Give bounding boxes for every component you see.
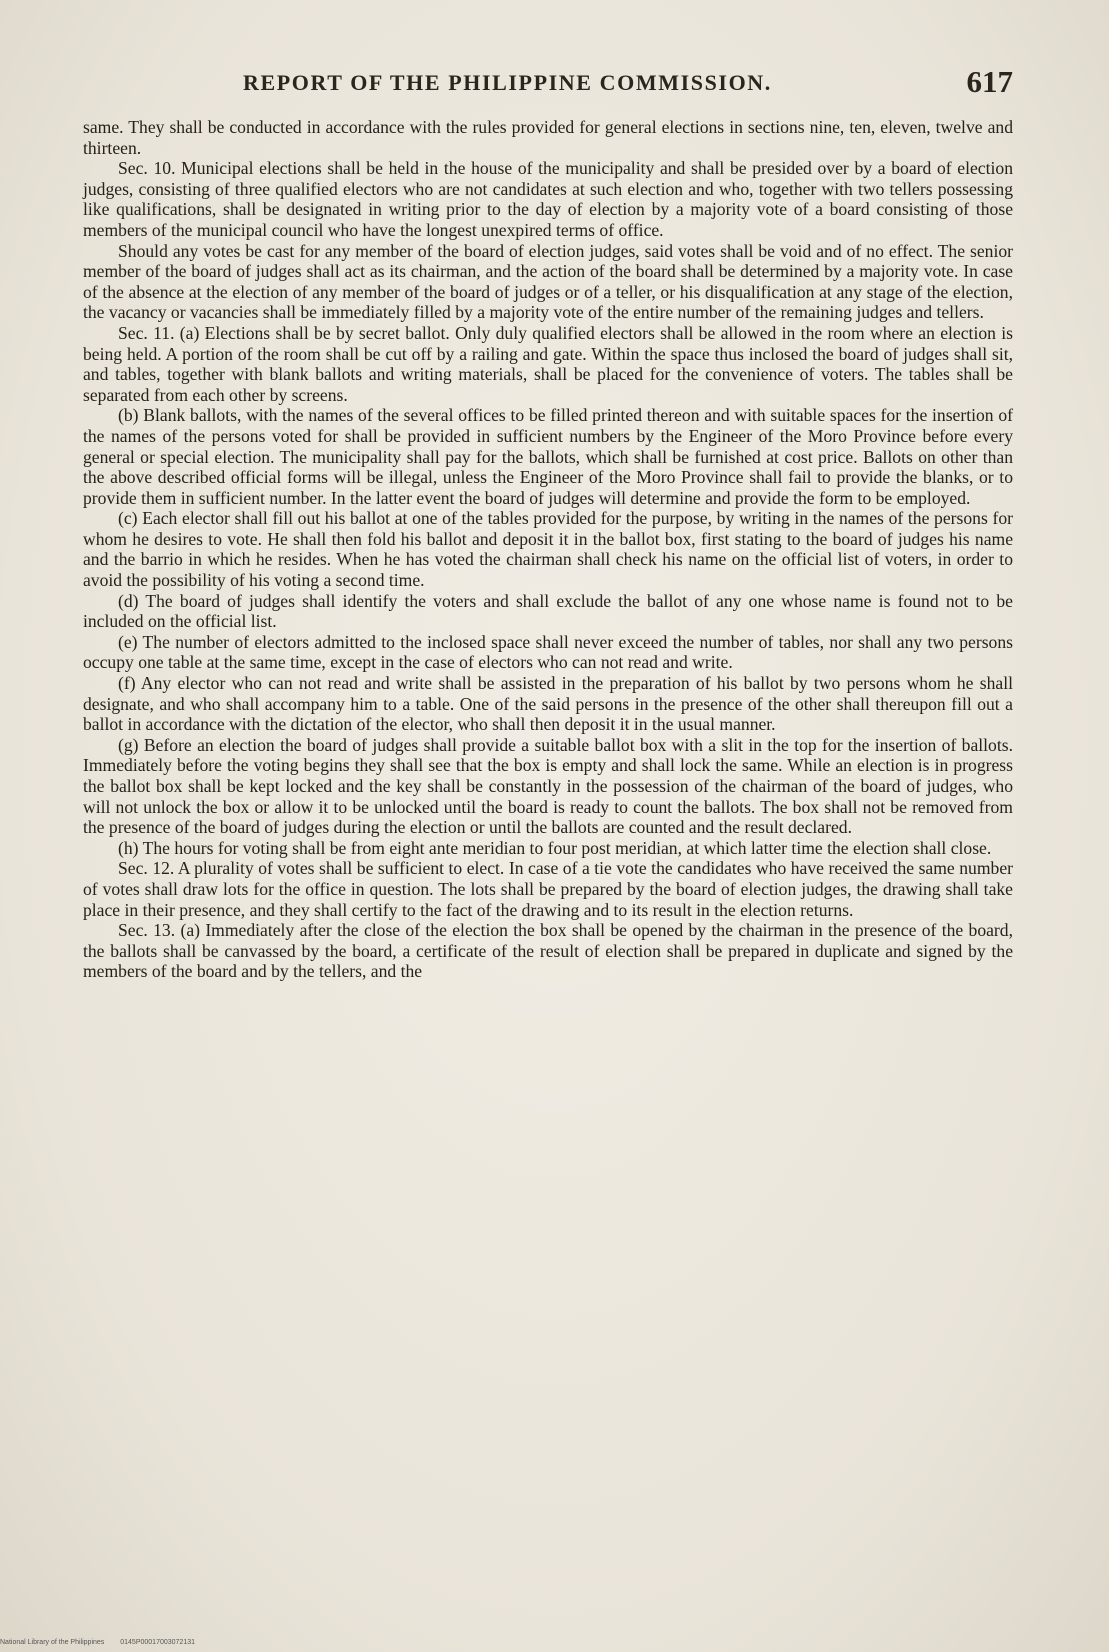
header-title: REPORT OF THE PHILIPPINE COMMISSION. — [243, 70, 772, 95]
paragraph-sec-13-a: Sec. 13. (a) Immediately after the close of the election the box shall be opened by the chairman in the presence of the board, the ballots shall be canvassed by the board, a certificate of the result of election shall be prepared in duplicate and signed by the members of the board and by the tellers, and the — [83, 920, 1013, 982]
paragraph-continuation: same. They shall be conducted in accordance with the rules provided for general elections in sections nine, ten, eleven, twelve and thirteen. — [83, 117, 1013, 158]
page-number: 617 — [966, 64, 1013, 99]
paragraph-sec-11-e: (e) The number of electors admitted to the inclosed space shall never exceed the number of tables, nor shall any two persons occupy one table at the same time, except in the case of electors who can not read and write. — [83, 631, 1013, 673]
paragraph-sec-12: Sec. 12. A plurality of votes shall be sufficient to elect. In case of a tie vote the candidates who have received the same number of votes shall draw lots for the office in question. The lots shall be prepared by the board of election judges, the drawing shall take place in their presence, and they shall certify to the fact of the drawing and to its result in the election returns. — [83, 858, 1013, 920]
paragraph-sec-11-c: (c) Each elector shall fill out his ballot at one of the tables provided for the purpose, by writing in the names of the persons for whom he desires to vote. He shall then fold his ballot and deposit it in the ballot box, first stating to the board of judges his name and the barrio in which he resides. When he has voted the chairman shall check his name on the official list of voters, in order to avoid the possibility of his voting a second time. — [83, 508, 1013, 591]
paragraph-sec-11-f: (f) Any elector who can not read and write shall be assisted in the preparation of his ballot by two persons whom he shall designate, and who shall accompany him to a table. One of the said persons in the presence of the other shall thereupon fill out a ballot in accordance with the dictation of the elector, who shall then deposit it in the usual manner. — [83, 673, 1013, 735]
scan-footer — [0, 1639, 209, 1646]
paragraph-void-votes: Should any votes be cast for any member of the board of election judges, said votes shall be void and of no effect. The senior member of the board of judges shall act as its chairman, and the action of the board shall be determined by a majority vote. In case of the absence at the election of any member of the board of judges or of a teller, or his disqualification at any stage of the election, the vacancy or vacancies shall be immediately filled by a majority vote of the entire number of the remaining judges and tellers. — [83, 240, 1013, 323]
running-header — [243, 64, 1013, 102]
paragraph-sec-11-h: (h) The hours for voting shall be from eight ante meridian to four post meridian, at which latter time the election shall close. — [118, 837, 992, 858]
footer-library: National Library of the Philippines — [0, 1639, 105, 1646]
paragraph-sec-11-g: (g) Before an election the board of judges shall provide a suitable ballot box with a slit in the top for the insertion of ballots. Immediately before the voting begins they shall see that the box is empty and shall lock the same. While an election is in progress the ballot box shall be kept locked and the key shall be constantly in the possession of the chairman of the board of judges, who will not unlock the box or allow it to be unlocked until the board is ready to count the ballots. The box shall not be removed from the presence of the board of judges during the election or until the ballots are counted and the result declared. — [83, 734, 1013, 838]
footer-code: 0145P00017003072131 — [120, 1639, 195, 1646]
paragraph-sec-10: Sec. 10. Municipal elections shall be held in the house of the municipality and shall be presided over by a board of election judges, consisting of three qualified electors who are not candidates at such election and who, together with two tellers possessing like qualifications, shall be designated in writing prior to the day of election by a majority vote of a board consisting of those members of the municipal council who have the longest unexpired terms of office. — [83, 158, 1013, 240]
paragraph-sec-11-d: (d) The board of judges shall identify the voters and shall exclude the ballot of any one whose name is found not to be included on the official list. — [83, 590, 1013, 632]
paragraph-sec-11-b: (b) Blank ballots, with the names of the several offices to be filled printed thereon and with suitable spaces for the insertion of the names of the persons voted for shall be provided in sufficient numbers by the Engineer of the Moro Province before every general or special election. The municipality shall pay for the ballots, which shall be furnished at cost price. Ballots on other than the above described official forms will be illegal, unless the Engineer of the Moro Province shall fail to provide the blanks, or to provide them in sufficient number. In the latter event the board of judges will determine and provide the form to be employed. — [83, 405, 1013, 508]
body-text — [83, 117, 1013, 982]
paragraph-sec-11-a: Sec. 11. (a) Elections shall be by secret ballot. Only duly qualified electors shall be allowed in the room where an election is being held. A portion of the room shall be cut off by a railing and gate. Within the space thus inclosed the board of judges shall sit, and tables, together with blank ballots and writing materials, shall be placed for the convenience of voters. The tables shall be separated from each other by screens. — [83, 322, 1013, 405]
